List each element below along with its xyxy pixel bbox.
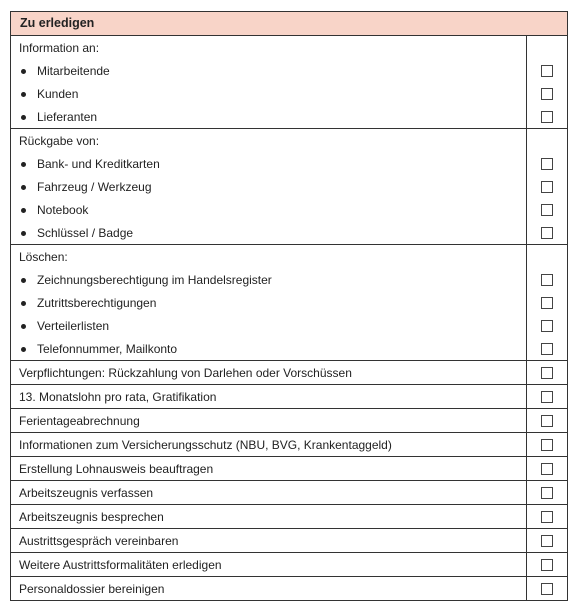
group-title-row (11, 129, 567, 152)
task-row (11, 529, 567, 553)
checkbox[interactable] (541, 487, 553, 499)
task-label: Arbeitszeugnis besprechen (19, 509, 164, 524)
group-information (11, 36, 567, 129)
bullet-icon (21, 92, 26, 97)
task-row (11, 481, 567, 505)
list-item-label: Kunden (11, 87, 527, 101)
checkbox[interactable] (541, 511, 553, 523)
task-label: Ferientageabrechnung (19, 413, 140, 428)
group-title: Rückgabe von: (19, 133, 100, 148)
checkbox[interactable] (541, 204, 553, 216)
checkbox[interactable] (541, 415, 553, 427)
list-item-label: Telefonnummer, Mailkonto (11, 342, 527, 356)
checkbox[interactable] (541, 181, 553, 193)
group-loeschen (11, 245, 567, 361)
list-item (11, 198, 567, 221)
list-item (11, 175, 567, 198)
checkbox[interactable] (541, 320, 553, 332)
list-item-label: Lieferanten (11, 110, 527, 124)
list-item (11, 268, 567, 291)
task-row (11, 433, 567, 457)
list-item-label: Mitarbeitende (11, 64, 527, 78)
checkbox[interactable] (541, 367, 553, 379)
task-label: Austrittsgespräch vereinbaren (19, 533, 179, 548)
checklist-table (10, 11, 568, 601)
bullet-icon (21, 115, 26, 120)
checkbox[interactable] (541, 274, 553, 286)
task-label: Weitere Austrittsformalitäten erledigen (19, 557, 222, 572)
checkbox[interactable] (541, 158, 553, 170)
list-item (11, 152, 567, 175)
bullet-icon (21, 278, 26, 283)
list-item (11, 82, 567, 105)
checkbox[interactable] (541, 343, 553, 355)
checkbox[interactable] (541, 88, 553, 100)
checkbox[interactable] (541, 111, 553, 123)
task-row (11, 361, 567, 385)
task-label: Informationen zum Versicherungsschutz (NBU, BVG, Krankentaggeld) (19, 437, 392, 452)
list-item-label: Notebook (11, 203, 527, 217)
checkbox[interactable] (541, 463, 553, 475)
list-item-label: Zutrittsberechtigungen (11, 296, 527, 310)
group-title: Information an: (19, 40, 100, 55)
list-item (11, 59, 567, 82)
list-item-label: Bank- und Kreditkarten (11, 157, 527, 171)
group-title: Löschen: (19, 249, 68, 264)
checkbox[interactable] (541, 65, 553, 77)
bullet-icon (21, 208, 26, 213)
group-title-row (11, 36, 567, 59)
checklist-header: Zu erledigen (11, 12, 567, 36)
checkbox[interactable] (541, 583, 553, 595)
list-item (11, 291, 567, 314)
list-item (11, 105, 567, 128)
checkbox[interactable] (541, 559, 553, 571)
task-label: Erstellung Lohnausweis beauftragen (19, 461, 214, 476)
group-title-row (11, 245, 567, 268)
bullet-icon (21, 324, 26, 329)
bullet-icon (21, 69, 26, 74)
list-item (11, 337, 567, 360)
bullet-icon (21, 162, 26, 167)
list-item (11, 221, 567, 244)
bullet-icon (21, 231, 26, 236)
group-rueckgabe (11, 129, 567, 245)
list-item-label: Schlüssel / Badge (11, 226, 527, 240)
checkbox[interactable] (541, 227, 553, 239)
checkbox[interactable] (541, 297, 553, 309)
list-item (11, 314, 567, 337)
list-item-label: Fahrzeug / Werkzeug (11, 180, 527, 194)
list-item-label: Zeichnungsberechtigung im Handelsregister (11, 273, 527, 287)
checkbox[interactable] (541, 439, 553, 451)
task-label: 13. Monatslohn pro rata, Gratifikation (19, 389, 217, 404)
task-row (11, 553, 567, 577)
task-label: Verpflichtungen: Rückzahlung von Darlehen oder Vorschüssen (19, 365, 352, 380)
task-row (11, 505, 567, 529)
task-row (11, 457, 567, 481)
bullet-icon (21, 301, 26, 306)
checkbox[interactable] (541, 535, 553, 547)
checkbox[interactable] (541, 391, 553, 403)
bullet-icon (21, 185, 26, 190)
task-label: Arbeitszeugnis verfassen (19, 485, 154, 500)
task-row (11, 409, 567, 433)
task-row (11, 577, 567, 600)
task-row (11, 385, 567, 409)
task-label: Personaldossier bereinigen (19, 581, 165, 596)
bullet-icon (21, 347, 26, 352)
list-item-label: Verteilerlisten (11, 319, 527, 333)
